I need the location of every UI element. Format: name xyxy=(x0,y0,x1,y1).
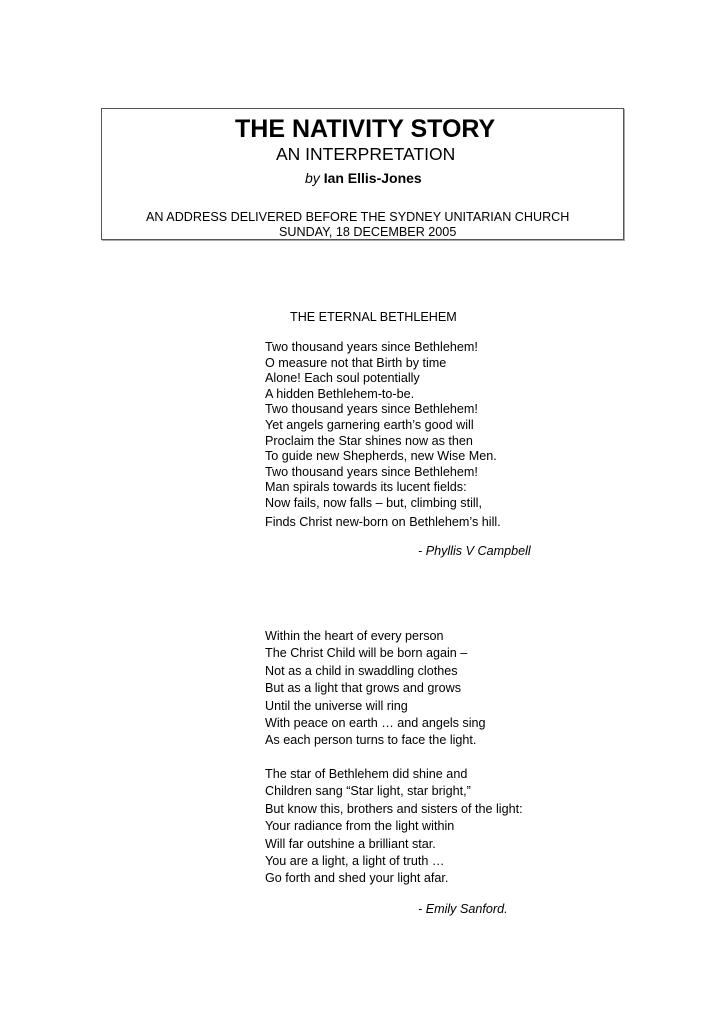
poem-line: Alone! Each soul potentially xyxy=(265,371,420,386)
poem-line: The Christ Child will be born again – xyxy=(265,646,468,661)
poem-line: Will far outshine a brilliant star. xyxy=(265,836,436,851)
poem-line: Finds Christ new-born on Bethlehem’s hill. xyxy=(265,514,501,529)
poem-line: Two thousand years since Bethlehem! xyxy=(265,402,478,417)
poem-line: Go forth and shed your light afar. xyxy=(265,871,449,886)
poem-attribution: - Emily Sanford. xyxy=(418,902,508,916)
poem-stanza xyxy=(265,628,486,750)
poem-line: Yet angels garnering earth’s good will xyxy=(265,417,474,432)
poem-line: Until the universe will ring xyxy=(265,698,408,713)
address-date: SUNDAY, 18 DECEMBER 2005 xyxy=(279,225,457,239)
poem-line: But as a light that grows and grows xyxy=(265,681,462,696)
poem-line: Your radiance from the light within xyxy=(265,819,455,834)
poem-line: O measure not that Birth by time xyxy=(265,355,447,370)
poem-line: Within the heart of every person xyxy=(265,629,444,643)
byline xyxy=(305,169,422,187)
poem-line: As each person turns to face the light. xyxy=(265,733,477,748)
poem-line: But know this, brothers and sisters of the light: xyxy=(265,801,523,816)
poem-line: Not as a child in swaddling clothes xyxy=(265,663,458,678)
poem-line: Two thousand years since Bethlehem! xyxy=(265,464,478,479)
poem-line: Now fails, now falls – but, climbing still, xyxy=(265,495,482,510)
title-box xyxy=(101,108,624,240)
poem-title: THE ETERNAL BETHLEHEM xyxy=(290,310,457,324)
poem-stanza xyxy=(265,340,501,530)
poem-line: To guide new Shepherds, new Wise Men. xyxy=(265,449,497,464)
author-name: Ian Ellis-Jones xyxy=(323,170,422,186)
document-subtitle: AN INTERPRETATION xyxy=(276,144,456,164)
poem-line: You are a light, a light of truth … xyxy=(265,853,445,868)
poem-line: With peace on earth … and angels sing xyxy=(265,715,486,730)
poem-attribution: - Phyllis V Campbell xyxy=(418,544,531,558)
document-title: THE NATIVITY STORY xyxy=(235,115,496,143)
poem-line: The star of Bethlehem did shine and xyxy=(265,767,468,781)
poem-line: Children sang “Star light, star bright,” xyxy=(265,784,471,799)
poem-line: Two thousand years since Bethlehem! xyxy=(265,340,478,354)
poem-line: A hidden Bethlehem-to-be. xyxy=(265,386,415,401)
poem-stanza xyxy=(265,766,523,888)
address-line: AN ADDRESS DELIVERED BEFORE THE SYDNEY UNITARIAN CHURCH xyxy=(146,210,570,224)
byline-prefix: by xyxy=(305,170,320,186)
poem-line: Man spirals towards its lucent fields: xyxy=(265,480,467,495)
poem-line: Proclaim the Star shines now as then xyxy=(265,433,473,448)
